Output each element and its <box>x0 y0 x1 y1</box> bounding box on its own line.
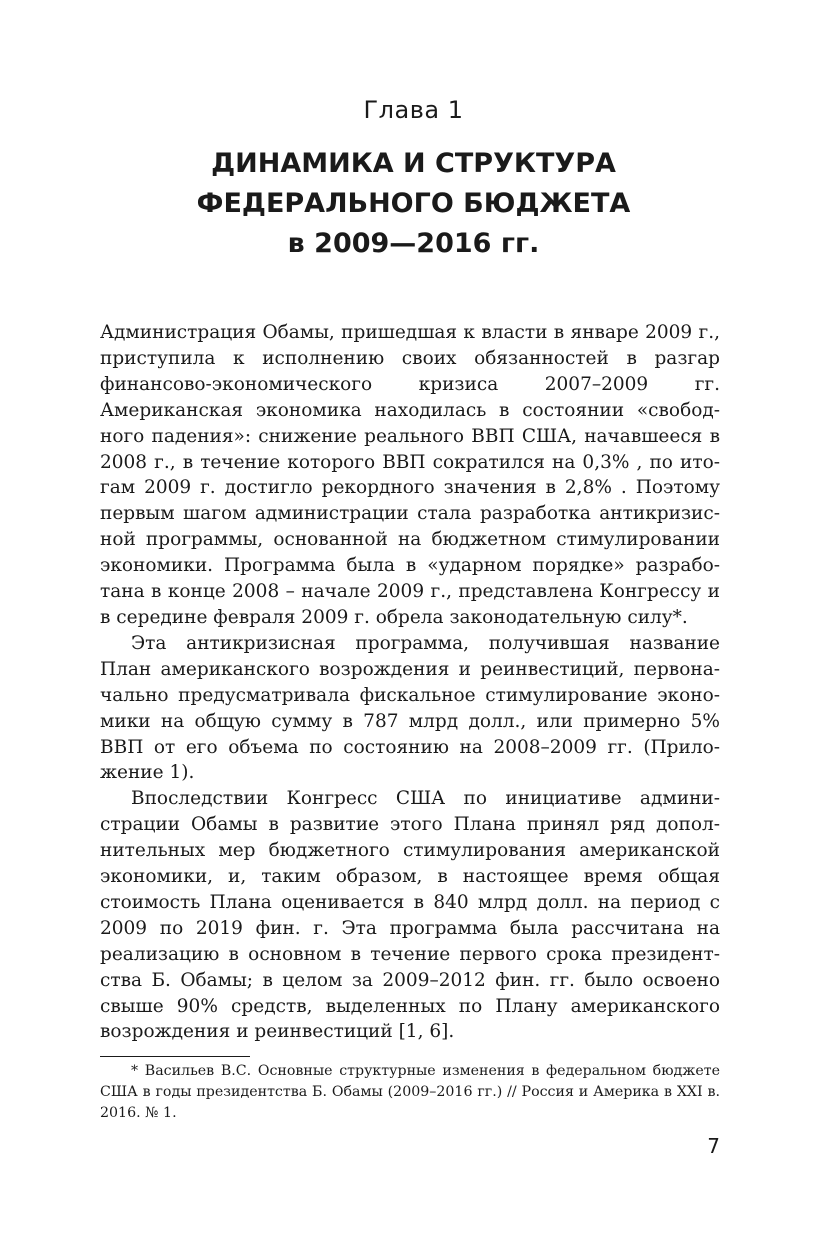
paragraph: Администрация Обамы, пришедшая к власти в январе 2009 г., приступила к исполнению своих обязанностей в разгар финансово-экономического кризиса 2007–2009 гг. Американская экономика находилась в состоянии «свободного падения»: снижение реального ВВП США, начавшееся в 2008 г., в течение которого ВВП сократился на 0,3% , по итогам 2009 г. достигло рекордного значения в 2,8% . Поэтому первым шагом администрации стала разработка антикризисной программы, основанной на бюджетном стимулировании экономики. Программа была в «ударном порядке» разработана в конце 2008 – начале 2009 г., представлена Конгрессу и в середине февраля 2009 г. обрела законодательную силу*. <box>100 322 720 628</box>
body-text <box>100 320 720 1045</box>
paragraph: Эта антикризисная программа, получившая название План американского возрождения и реинвестиций, первоначально предусматривала фискальное стимулирование экономики на общую сумму в 787 млрд долл., или примерно 5% ВВП от его объема по состоянию на 2008–2009 гг. (Приложение 1). <box>100 632 720 784</box>
page-number: 7 <box>707 1134 720 1158</box>
chapter-label: Глава 1 <box>363 96 464 124</box>
chapter-title-line-1: ДИНАМИКА И СТРУКТУРА <box>211 148 616 179</box>
footnote: * Васильев В.С. Основные структурные изменения в федеральном бюджете США в годы президентства Б. Обамы (2009–2016 гг.) // Россия и Америка в XXI в. 2016. № 1. <box>100 1063 720 1121</box>
chapter-title-line-3: в 2009—2016 гг. <box>287 228 540 259</box>
chapter-title <box>0 144 827 264</box>
chapter-title-line-2: ФЕДЕРАЛЬНОГО БЮДЖЕТА <box>196 188 631 219</box>
paragraph: Впоследствии Конгресс США по инициативе администрации Обамы в развитие этого Плана принял ряд дополнительных мер бюджетного стимулирования американской экономики, и, таким образом, в настоящее время общая стоимость Плана оценивается в 840 млрд долл. на период с 2009 по 2019 фин. г. Эта программа была рассчитана на реализацию в основном в течение первого срока президентства Б. Обамы; в целом за 2009–2012 фин. гг. было освоено свыше 90% средств, выделенных по Плану американского возрождения и реинвестиций [1, 6]. <box>100 788 720 1043</box>
footnote-divider <box>100 1056 250 1057</box>
